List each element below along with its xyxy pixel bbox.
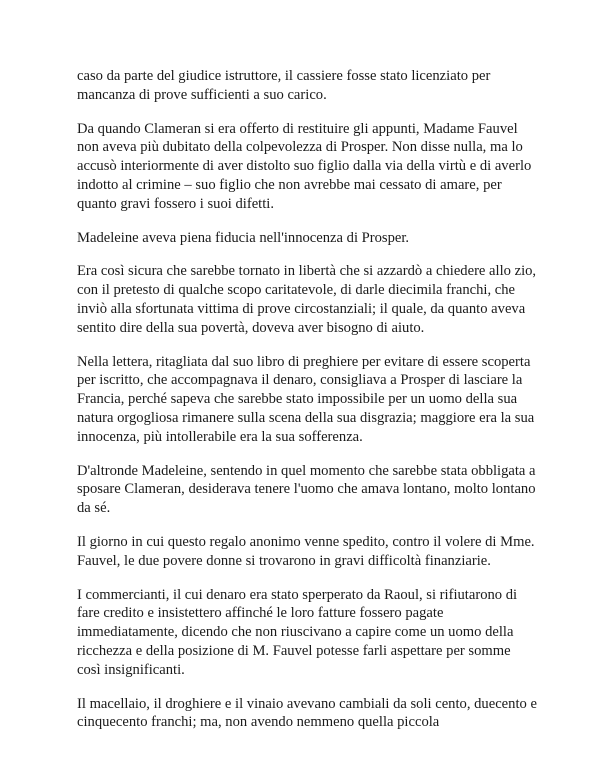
paragraph-3: Madeleine aveva piena fiducia nell'innocenza di Prosper. <box>77 229 410 246</box>
paragraph-2: Da quando Clameran si era offerto di restituire gli appunti, Madame Fauvel non aveva più dubitato della colpevolezza di Prosper. Non disse nulla, ma lo accusò interiormente di aver distolto suo figlio dalla via della virtù e di averlo indotto al crimine – suo figlio che non avrebbe mai cessato di amare, per quanto gravi fossero i suoi difetti. <box>77 120 532 212</box>
paragraph-4: Era così sicura che sarebbe tornato in libertà che si azzardò a chiedere allo zio, con il pretesto di qualche scopo caritatevole, di darle diecimila franchi, che inviò alla sfortunata vittima di prove circostanziali; il quale, da quanto aveva sentito dire della sua povertà, doveva aver bisogno di aiuto. <box>77 263 537 336</box>
paragraph-9: Il macellaio, il droghiere e il vinaio avevano cambiali da soli cento, duecento e cinquecento franchi; ma, non avendo nemmeno quella piccola <box>77 695 537 731</box>
paragraph-7: Il giorno in cui questo regalo anonimo venne spedito, contro il volere di Mme. Fauvel, le due povere donne si trovarono in gravi difficoltà finanziarie. <box>77 533 535 569</box>
paragraph-1: caso da parte del giudice istruttore, il cassiere fosse stato licenziato per mancanza di prove sufficienti a suo carico. <box>77 68 491 103</box>
paragraph-6: D'altronde Madeleine, sentendo in quel momento che sarebbe stata obbligata a sposare Clameran, desiderava tenere l'uomo che amava lontano, molto lontano da sé. <box>77 462 536 517</box>
paragraph-5: Nella lettera, ritagliata dal suo libro di preghiere per evitare di essere scoperta per iscritto, che accompagnava il denaro, consigliava a Prosper di lasciare la Francia, perché sapeva che sarebbe stato impossibile per un uomo della sua natura orgogliosa rimanere sulla scena della sua disgrazia; maggiore era la sua innocenza, più intollerabile era la sua sofferenza. <box>77 353 535 445</box>
paragraph-8: I commercianti, il cui denaro era stato sperperato da Raoul, si rifiutarono di fare credito e insistettero affinché le loro fatture fossero pagate immediatamente, dicendo che non riuscivano a capire come un uomo della ricchezza e della posizione di M. Fauvel potesse farli aspettare per somme così insignificanti. <box>77 586 518 678</box>
document-body <box>77 67 537 747</box>
